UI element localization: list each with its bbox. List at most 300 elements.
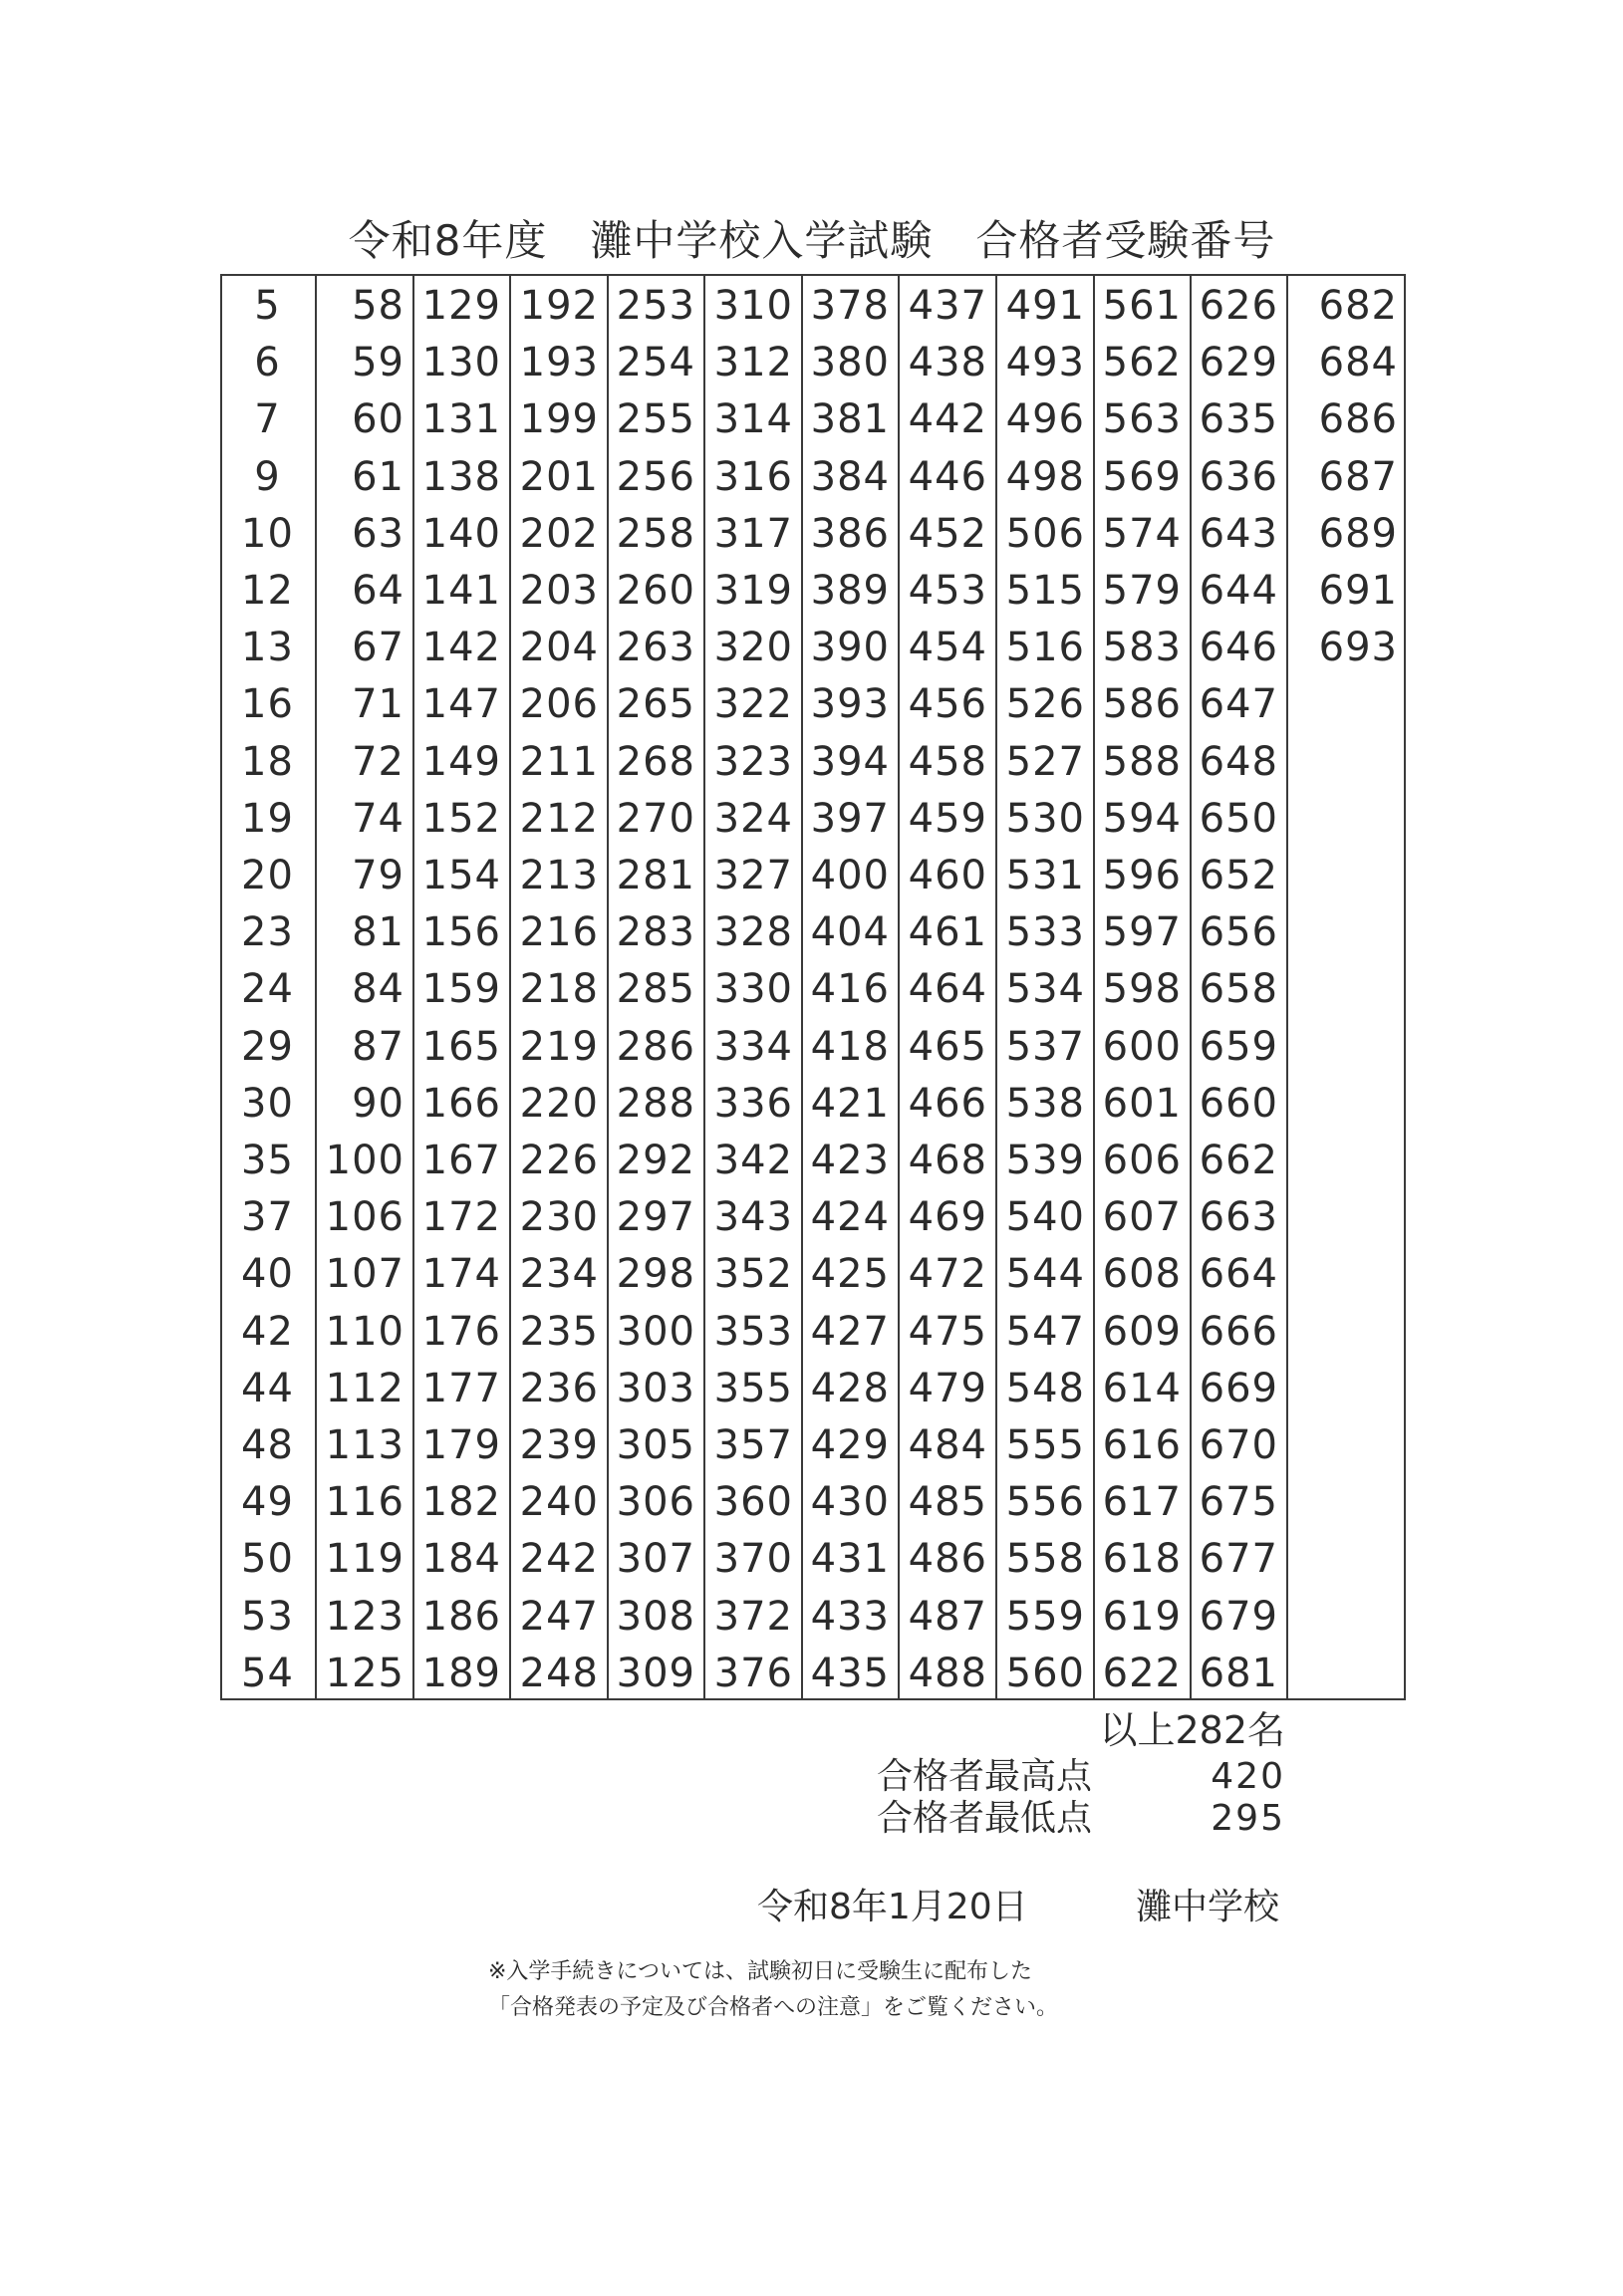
admission-number: 498 — [1005, 453, 1085, 500]
admission-number: 646 — [1199, 625, 1278, 671]
admission-number: 203 — [519, 568, 599, 614]
admission-number: 423 — [810, 1138, 890, 1183]
admission-number: 285 — [616, 966, 695, 1013]
admission-number: 682 — [1318, 283, 1398, 329]
admission-number: 106 — [325, 1194, 405, 1241]
admission-number: 464 — [908, 966, 987, 1013]
admission-number: 292 — [616, 1138, 695, 1183]
admission-number: 475 — [908, 1308, 987, 1355]
admission-number: 686 — [1318, 396, 1398, 443]
admission-number: 421 — [810, 1080, 890, 1127]
admission-number: 125 — [325, 1650, 405, 1696]
admission-number: 609 — [1102, 1308, 1182, 1355]
admission-number: 433 — [810, 1593, 890, 1640]
admission-number: 691 — [1318, 568, 1398, 614]
admission-number: 142 — [421, 625, 501, 671]
admission-number: 394 — [810, 738, 890, 785]
admission-number: 37 — [241, 1194, 294, 1241]
admission-number: 389 — [810, 568, 890, 614]
admission-number: 156 — [421, 909, 501, 956]
admission-number: 140 — [421, 510, 501, 557]
admission-number: 530 — [1005, 795, 1085, 842]
admission-number: 174 — [421, 1251, 501, 1298]
admission-number: 693 — [1318, 625, 1398, 671]
admission-number: 629 — [1199, 340, 1278, 386]
admission-number: 596 — [1102, 853, 1182, 898]
note-line-2: 「合格発表の予定及び合格者への注意」をご覧ください。 — [488, 1995, 1059, 2020]
table-column — [1095, 274, 1192, 1700]
lowest-score-label: 合格者最低点 — [877, 1798, 1093, 1839]
admission-number: 202 — [519, 510, 599, 557]
admission-number: 201 — [519, 453, 599, 500]
admission-number: 430 — [810, 1479, 890, 1526]
admission-number: 189 — [421, 1650, 501, 1696]
admission-number: 427 — [810, 1308, 890, 1355]
admission-number: 6 — [254, 340, 281, 386]
admission-number: 561 — [1102, 283, 1182, 329]
admission-number: 300 — [616, 1308, 695, 1355]
admission-number: 239 — [519, 1422, 599, 1468]
admission-number: 452 — [908, 510, 987, 557]
admission-number: 172 — [421, 1194, 501, 1241]
admission-number: 460 — [908, 853, 987, 898]
admission-number: 342 — [713, 1138, 793, 1183]
admission-number: 226 — [519, 1138, 599, 1183]
admission-number: 486 — [908, 1536, 987, 1583]
admission-number: 606 — [1102, 1138, 1182, 1183]
admission-number: 130 — [421, 340, 501, 386]
admission-number: 253 — [616, 283, 695, 329]
admission-number: 458 — [908, 738, 987, 785]
admission-number: 355 — [713, 1365, 793, 1411]
admission-number: 336 — [713, 1080, 793, 1127]
admission-number: 527 — [1005, 738, 1085, 785]
admission-number: 60 — [352, 396, 405, 443]
admission-number: 240 — [519, 1479, 599, 1526]
admission-number: 129 — [421, 283, 501, 329]
admission-number: 666 — [1199, 1308, 1278, 1355]
admission-number: 684 — [1318, 340, 1398, 386]
admission-number: 548 — [1005, 1365, 1085, 1411]
admission-number: 689 — [1318, 510, 1398, 557]
admission-number: 186 — [421, 1593, 501, 1640]
admission-number: 283 — [616, 909, 695, 956]
admission-number: 236 — [519, 1365, 599, 1411]
admission-number: 618 — [1102, 1536, 1182, 1583]
admission-number: 204 — [519, 625, 599, 671]
admission-number: 59 — [352, 340, 405, 386]
highest-score-row — [877, 1755, 1285, 1799]
admission-number: 177 — [421, 1365, 501, 1411]
total-count: 以上282名 — [1099, 1708, 1285, 1752]
admission-number: 544 — [1005, 1251, 1085, 1298]
admission-number: 71 — [352, 681, 405, 728]
admission-number: 648 — [1199, 738, 1278, 785]
admission-number: 619 — [1102, 1593, 1182, 1640]
admission-number: 20 — [241, 853, 294, 898]
admission-number: 58 — [352, 283, 405, 329]
admission-number: 583 — [1102, 625, 1182, 671]
admission-number: 184 — [421, 1536, 501, 1583]
highest-score-value: 420 — [1211, 1756, 1285, 1797]
table-column — [1192, 274, 1288, 1700]
admission-number: 493 — [1005, 340, 1085, 386]
admission-number: 330 — [713, 966, 793, 1013]
admission-number: 428 — [810, 1365, 890, 1411]
lowest-score-row — [877, 1797, 1285, 1841]
admission-number: 84 — [352, 966, 405, 1013]
admission-number: 176 — [421, 1308, 501, 1355]
admission-number: 216 — [519, 909, 599, 956]
admission-number: 64 — [352, 568, 405, 614]
admission-number: 90 — [352, 1080, 405, 1127]
admission-number: 256 — [616, 453, 695, 500]
admission-number: 357 — [713, 1422, 793, 1468]
admission-number: 353 — [713, 1308, 793, 1355]
admission-number: 312 — [713, 340, 793, 386]
admission-number: 40 — [241, 1251, 294, 1298]
admission-number: 159 — [421, 966, 501, 1013]
admission-number: 317 — [713, 510, 793, 557]
admission-number: 372 — [713, 1593, 793, 1640]
table-column — [997, 274, 1095, 1700]
admission-number: 560 — [1005, 1650, 1085, 1696]
admission-number: 563 — [1102, 396, 1182, 443]
admission-number: 662 — [1199, 1138, 1278, 1183]
admission-number: 309 — [616, 1650, 695, 1696]
note-line-1: ※入学手続きについては、試験初日に受験生に配布した — [488, 1959, 1032, 1984]
admission-number-table — [220, 274, 1406, 1700]
admission-number: 48 — [241, 1422, 294, 1468]
highest-score-label: 合格者最高点 — [877, 1756, 1093, 1797]
admission-number: 370 — [713, 1536, 793, 1583]
admission-number: 540 — [1005, 1194, 1085, 1241]
admission-number: 614 — [1102, 1365, 1182, 1411]
admission-number: 669 — [1199, 1365, 1278, 1411]
table-column — [414, 274, 511, 1700]
admission-number: 454 — [908, 625, 987, 671]
admission-number: 230 — [519, 1194, 599, 1241]
admission-number: 547 — [1005, 1308, 1085, 1355]
admission-number: 149 — [421, 738, 501, 785]
admission-number: 556 — [1005, 1479, 1085, 1526]
admission-number: 393 — [810, 681, 890, 728]
admission-number: 579 — [1102, 568, 1182, 614]
admission-number: 644 — [1199, 568, 1278, 614]
admission-number: 670 — [1199, 1422, 1278, 1468]
admission-number: 7 — [254, 396, 281, 443]
table-column — [220, 274, 317, 1700]
admission-number: 616 — [1102, 1422, 1182, 1468]
admission-number: 446 — [908, 453, 987, 500]
admission-number: 13 — [241, 625, 294, 671]
admission-number: 319 — [713, 568, 793, 614]
admission-number: 659 — [1199, 1023, 1278, 1070]
admission-number: 626 — [1199, 283, 1278, 329]
admission-number: 597 — [1102, 909, 1182, 956]
admission-number: 179 — [421, 1422, 501, 1468]
admission-number: 42 — [241, 1308, 294, 1355]
admission-number: 675 — [1199, 1479, 1278, 1526]
admission-number: 288 — [616, 1080, 695, 1127]
admission-number: 468 — [908, 1138, 987, 1183]
page-title: 令和8年度 灘中学校入学試験 合格者受験番号 — [348, 216, 1276, 265]
admission-number: 113 — [325, 1422, 405, 1468]
admission-number: 384 — [810, 453, 890, 500]
admission-number: 270 — [616, 795, 695, 842]
admission-number: 323 — [713, 738, 793, 785]
admission-number: 305 — [616, 1422, 695, 1468]
admission-number: 534 — [1005, 966, 1085, 1013]
admission-number: 87 — [352, 1023, 405, 1070]
admission-number: 306 — [616, 1479, 695, 1526]
admission-number: 652 — [1199, 853, 1278, 898]
admission-number: 559 — [1005, 1593, 1085, 1640]
admission-number: 479 — [908, 1365, 987, 1411]
admission-number: 254 — [616, 340, 695, 386]
admission-number: 107 — [325, 1251, 405, 1298]
table-column — [803, 274, 900, 1700]
admission-number: 677 — [1199, 1536, 1278, 1583]
admission-number: 459 — [908, 795, 987, 842]
admission-number: 131 — [421, 396, 501, 443]
admission-number: 50 — [241, 1536, 294, 1583]
admission-number: 9 — [254, 453, 281, 500]
admission-number: 558 — [1005, 1536, 1085, 1583]
admission-number: 193 — [519, 340, 599, 386]
admission-number: 456 — [908, 681, 987, 728]
table-column — [1288, 274, 1406, 1700]
admission-number: 469 — [908, 1194, 987, 1241]
admission-number: 569 — [1102, 453, 1182, 500]
admission-number: 400 — [810, 853, 890, 898]
admission-number: 110 — [325, 1308, 405, 1355]
admission-number: 116 — [325, 1479, 405, 1526]
admission-number: 539 — [1005, 1138, 1085, 1183]
admission-number: 242 — [519, 1536, 599, 1583]
admission-number: 165 — [421, 1023, 501, 1070]
admission-number: 235 — [519, 1308, 599, 1355]
admission-number: 67 — [352, 625, 405, 671]
admission-number: 112 — [325, 1365, 405, 1411]
admission-number: 537 — [1005, 1023, 1085, 1070]
admission-number: 435 — [810, 1650, 890, 1696]
admission-number: 263 — [616, 625, 695, 671]
admission-number: 533 — [1005, 909, 1085, 956]
table-column — [511, 274, 609, 1700]
admission-number: 380 — [810, 340, 890, 386]
admission-number: 44 — [241, 1365, 294, 1411]
admission-number: 600 — [1102, 1023, 1182, 1070]
admission-number: 466 — [908, 1080, 987, 1127]
admission-number: 586 — [1102, 681, 1182, 728]
admission-number: 182 — [421, 1479, 501, 1526]
admission-number: 213 — [519, 853, 599, 898]
admission-number: 386 — [810, 510, 890, 557]
admission-number: 328 — [713, 909, 793, 956]
admission-number: 418 — [810, 1023, 890, 1070]
admission-number: 360 — [713, 1479, 793, 1526]
admission-number: 30 — [241, 1080, 294, 1127]
table-column — [900, 274, 997, 1700]
admission-number: 687 — [1318, 453, 1398, 500]
admission-number: 248 — [519, 1650, 599, 1696]
admission-number: 378 — [810, 283, 890, 329]
admission-number: 220 — [519, 1080, 599, 1127]
admission-number: 343 — [713, 1194, 793, 1241]
table-column — [317, 274, 414, 1700]
admission-number: 635 — [1199, 396, 1278, 443]
admission-number: 453 — [908, 568, 987, 614]
admission-number: 167 — [421, 1138, 501, 1183]
admission-number: 218 — [519, 966, 599, 1013]
admission-number: 154 — [421, 853, 501, 898]
admission-number: 23 — [241, 909, 294, 956]
admission-number: 607 — [1102, 1194, 1182, 1241]
admission-number: 555 — [1005, 1422, 1085, 1468]
admission-number: 327 — [713, 853, 793, 898]
admission-number: 608 — [1102, 1251, 1182, 1298]
admission-number: 598 — [1102, 966, 1182, 1013]
admission-number: 461 — [908, 909, 987, 956]
admission-number: 562 — [1102, 340, 1182, 386]
admission-number: 79 — [352, 853, 405, 898]
admission-number: 656 — [1199, 909, 1278, 956]
admission-number: 192 — [519, 283, 599, 329]
lowest-score-value: 295 — [1211, 1798, 1285, 1839]
admission-number: 404 — [810, 909, 890, 956]
admission-number: 119 — [325, 1536, 405, 1583]
admission-number: 268 — [616, 738, 695, 785]
admission-number: 100 — [325, 1138, 405, 1183]
admission-number: 303 — [616, 1365, 695, 1411]
admission-number: 424 — [810, 1194, 890, 1241]
admission-number: 484 — [908, 1422, 987, 1468]
admission-number: 147 — [421, 681, 501, 728]
admission-number: 35 — [241, 1138, 294, 1183]
admission-number: 316 — [713, 453, 793, 500]
admission-number: 199 — [519, 396, 599, 443]
admission-number: 12 — [241, 568, 294, 614]
admission-number: 588 — [1102, 738, 1182, 785]
admission-number: 531 — [1005, 853, 1085, 898]
admission-number: 601 — [1102, 1080, 1182, 1127]
admission-number: 487 — [908, 1593, 987, 1640]
admission-number: 81 — [352, 909, 405, 956]
admission-number: 212 — [519, 795, 599, 842]
admission-number: 515 — [1005, 568, 1085, 614]
admission-number: 211 — [519, 738, 599, 785]
admission-number: 526 — [1005, 681, 1085, 728]
admission-number: 24 — [241, 966, 294, 1013]
admission-number: 681 — [1199, 1650, 1278, 1696]
admission-number: 491 — [1005, 283, 1085, 329]
admission-number: 234 — [519, 1251, 599, 1298]
admission-number: 660 — [1199, 1080, 1278, 1127]
admission-number: 138 — [421, 453, 501, 500]
admission-number: 72 — [352, 738, 405, 785]
admission-number: 442 — [908, 396, 987, 443]
admission-number: 496 — [1005, 396, 1085, 443]
admission-number: 334 — [713, 1023, 793, 1070]
admission-number: 166 — [421, 1080, 501, 1127]
admission-number: 206 — [519, 681, 599, 728]
admission-number: 260 — [616, 568, 695, 614]
admission-number: 54 — [241, 1650, 294, 1696]
admission-number: 258 — [616, 510, 695, 557]
admission-number: 152 — [421, 795, 501, 842]
admission-number: 307 — [616, 1536, 695, 1583]
admission-number: 472 — [908, 1251, 987, 1298]
admission-number: 219 — [519, 1023, 599, 1070]
admission-number: 594 — [1102, 795, 1182, 842]
admission-number: 416 — [810, 966, 890, 1013]
admission-number: 679 — [1199, 1593, 1278, 1640]
admission-number: 314 — [713, 396, 793, 443]
admission-number: 643 — [1199, 510, 1278, 557]
admission-number: 16 — [241, 681, 294, 728]
admission-number: 63 — [352, 510, 405, 557]
school-name: 灘中学校 — [1136, 1887, 1280, 1927]
admission-number: 247 — [519, 1593, 599, 1640]
admission-number: 647 — [1199, 681, 1278, 728]
admission-number: 390 — [810, 625, 890, 671]
admission-number: 141 — [421, 568, 501, 614]
admission-number: 281 — [616, 853, 695, 898]
admission-number: 437 — [908, 283, 987, 329]
admission-number: 488 — [908, 1650, 987, 1696]
admission-number: 255 — [616, 396, 695, 443]
admission-number: 49 — [241, 1479, 294, 1526]
admission-number: 324 — [713, 795, 793, 842]
admission-number: 53 — [241, 1593, 294, 1640]
admission-number: 429 — [810, 1422, 890, 1468]
admission-number: 10 — [241, 510, 294, 557]
admission-number: 658 — [1199, 966, 1278, 1013]
admission-number: 18 — [241, 738, 294, 785]
admission-number: 352 — [713, 1251, 793, 1298]
admission-number: 664 — [1199, 1251, 1278, 1298]
admission-number: 636 — [1199, 453, 1278, 500]
admission-number: 506 — [1005, 510, 1085, 557]
admission-number: 516 — [1005, 625, 1085, 671]
admission-number: 297 — [616, 1194, 695, 1241]
table-column — [705, 274, 803, 1700]
announcement-date: 令和8年1月20日 — [757, 1887, 1028, 1927]
admission-number: 381 — [810, 396, 890, 443]
admission-number: 320 — [713, 625, 793, 671]
admission-number: 376 — [713, 1650, 793, 1696]
admission-number: 5 — [254, 283, 281, 329]
admission-number: 574 — [1102, 510, 1182, 557]
admission-number: 19 — [241, 795, 294, 842]
admission-number: 286 — [616, 1023, 695, 1070]
admission-number: 74 — [352, 795, 405, 842]
admission-number: 431 — [810, 1536, 890, 1583]
admission-number: 425 — [810, 1251, 890, 1298]
admission-number: 322 — [713, 681, 793, 728]
admission-number: 123 — [325, 1593, 405, 1640]
admission-number: 538 — [1005, 1080, 1085, 1127]
admission-number: 617 — [1102, 1479, 1182, 1526]
admission-number: 265 — [616, 681, 695, 728]
admission-number: 650 — [1199, 795, 1278, 842]
admission-number: 61 — [352, 453, 405, 500]
admission-number: 308 — [616, 1593, 695, 1640]
table-column — [609, 274, 705, 1700]
admission-number: 298 — [616, 1251, 695, 1298]
admission-number: 310 — [713, 283, 793, 329]
